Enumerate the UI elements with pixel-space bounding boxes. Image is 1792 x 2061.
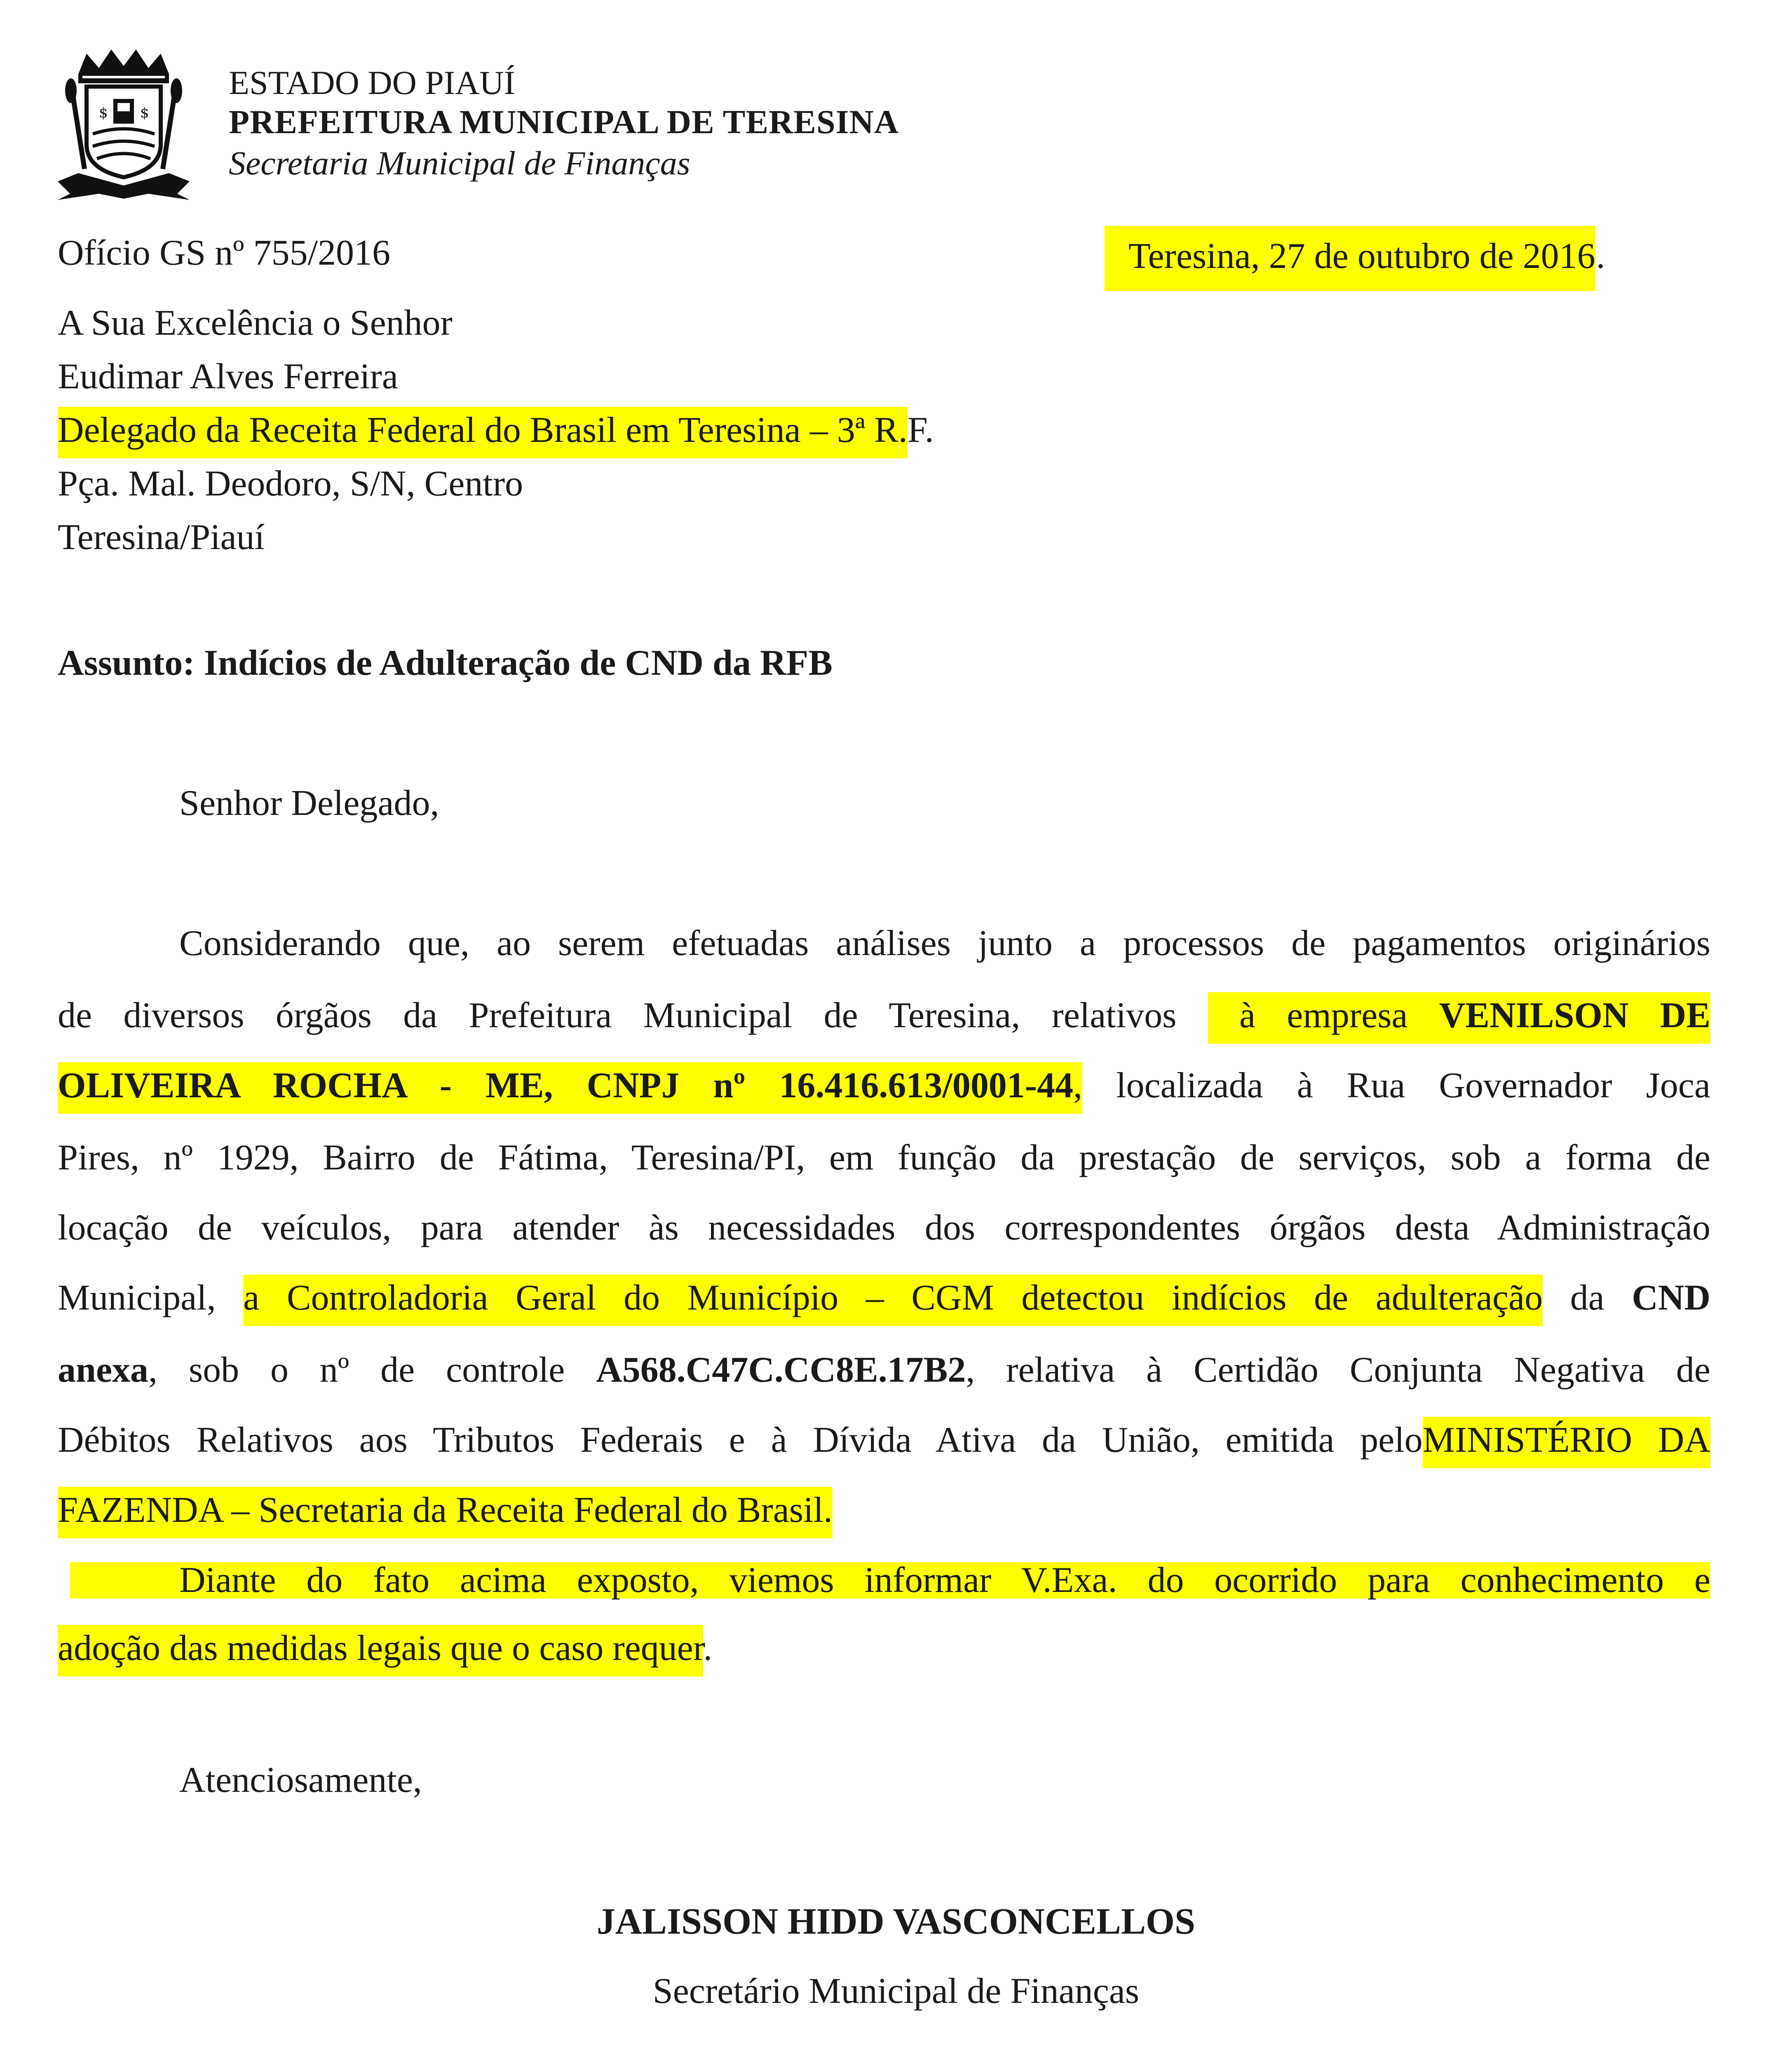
cnd-label: anexa [58,1350,148,1390]
letter-date-period: . [1596,236,1605,276]
body-line [58,1210,1710,1246]
body-text: Considerando que, ao serem efetuadas análises junto a processos de pagamentos originários [179,923,1710,963]
cnd-label: CND [1632,1278,1710,1318]
ministry-highlight: MINISTÉRIO DA [1423,1417,1710,1468]
recipient-title-highlight: Delegado da Receita Federal do Brasil em Teresina – 3ª R. [58,407,908,458]
body-line [58,1280,1710,1316]
svg-text:$: $ [140,105,149,121]
recipient-name: Eudimar Alves Ferreira [58,357,398,397]
body-text: localizada à Rua Governador Joca [1116,1066,1711,1106]
municipal-coat-of-arms-icon [54,45,194,202]
letter-date: Teresina, 27 de outubro de 2016 [1128,236,1595,276]
body-text: Municipal, [58,1278,216,1318]
company-name-start: VENILSON DE [1439,995,1711,1035]
recipient-title [58,412,934,448]
company-name-cnpj: OLIVEIRA ROCHA - ME, CNPJ nº 16.416.613/0001-44 [58,1066,1074,1106]
conclusion-highlight: adoção das medidas legais que o caso requer [58,1625,703,1676]
recipient-salutation: A Sua Excelência o Senhor [58,303,453,343]
body-text: Diante do fato acima exposto, viemos informar V.Exa. do ocorrido para conhecimento e [179,1560,1710,1600]
letter-salutation: Senhor Delegado, [179,783,439,823]
body-line [58,925,1710,962]
body-line [58,1352,1710,1388]
letterhead-state: ESTADO DO PIAUÍ [229,64,515,101]
control-number: A568.C47C.CC8E.17B2 [596,1350,966,1390]
letterhead-city-hall: PREFEITURA MUNICIPAL DE TERESINA [229,103,899,141]
body-line [58,1492,833,1528]
body-text: de diversos órgãos da Prefeitura Municipal de Teresina, relativos [58,995,1177,1035]
body-text: à empresa [1239,995,1408,1035]
body-text: Débitos Relativos aos Tributos Federais e à Dívida Ativa da União, emitida pelo [58,1420,1423,1460]
recipient-title-rest: F. [907,410,934,450]
company-highlight [1208,992,1710,1044]
body-line [58,1068,1710,1104]
signer-role: Secretário Municipal de Finanças [652,1971,1140,2011]
letter-subject: Assunto: Indícios de Adulteração de CND da RFB [58,643,833,683]
ministry-highlight: FAZENDA – Secretaria da Receita Federal do Brasil. [58,1487,833,1538]
body-line [58,1140,1710,1176]
signer-name: JALISSON HIDD VASCONCELLOS [596,1901,1196,1942]
svg-text:$: $ [99,105,108,121]
body-text: da [1570,1278,1604,1318]
recipient-street: Pça. Mal. Deodoro, S/N, Centro [58,464,523,504]
body-line [58,1422,1710,1458]
letter-reference: Ofício GS nº 755/2016 [58,233,391,273]
conclusion-highlight [70,1562,1710,1599]
company-highlight [58,1062,1082,1114]
recipient-city: Teresina/Piauí [58,517,265,557]
cgm-finding-highlight: a Controladoria Geral do Município – CGM detectou indícios de adulteração [243,1275,1543,1326]
body-text: . [703,1628,713,1668]
body-text: , sob o nº de controle [148,1350,565,1390]
body-line [58,995,1711,1035]
letter-date-highlight [1105,226,1605,291]
body-line [58,1630,712,1667]
closing: Atenciosamente, [179,1760,422,1800]
body-text: locação de veículos, para atender às necessidades dos correspondentes órgãos desta Administração [58,1208,1710,1248]
body-text: Pires, nº 1929, Bairro de Fátima, Teresina/PI, em função da prestação de serviços, sob a forma de [58,1138,1710,1178]
body-text: , [1073,1066,1083,1106]
letterhead-department: Secretaria Municipal de Finanças [229,144,690,182]
body-text: , relativa à Certidão Conjunta Negativa de [966,1350,1710,1390]
